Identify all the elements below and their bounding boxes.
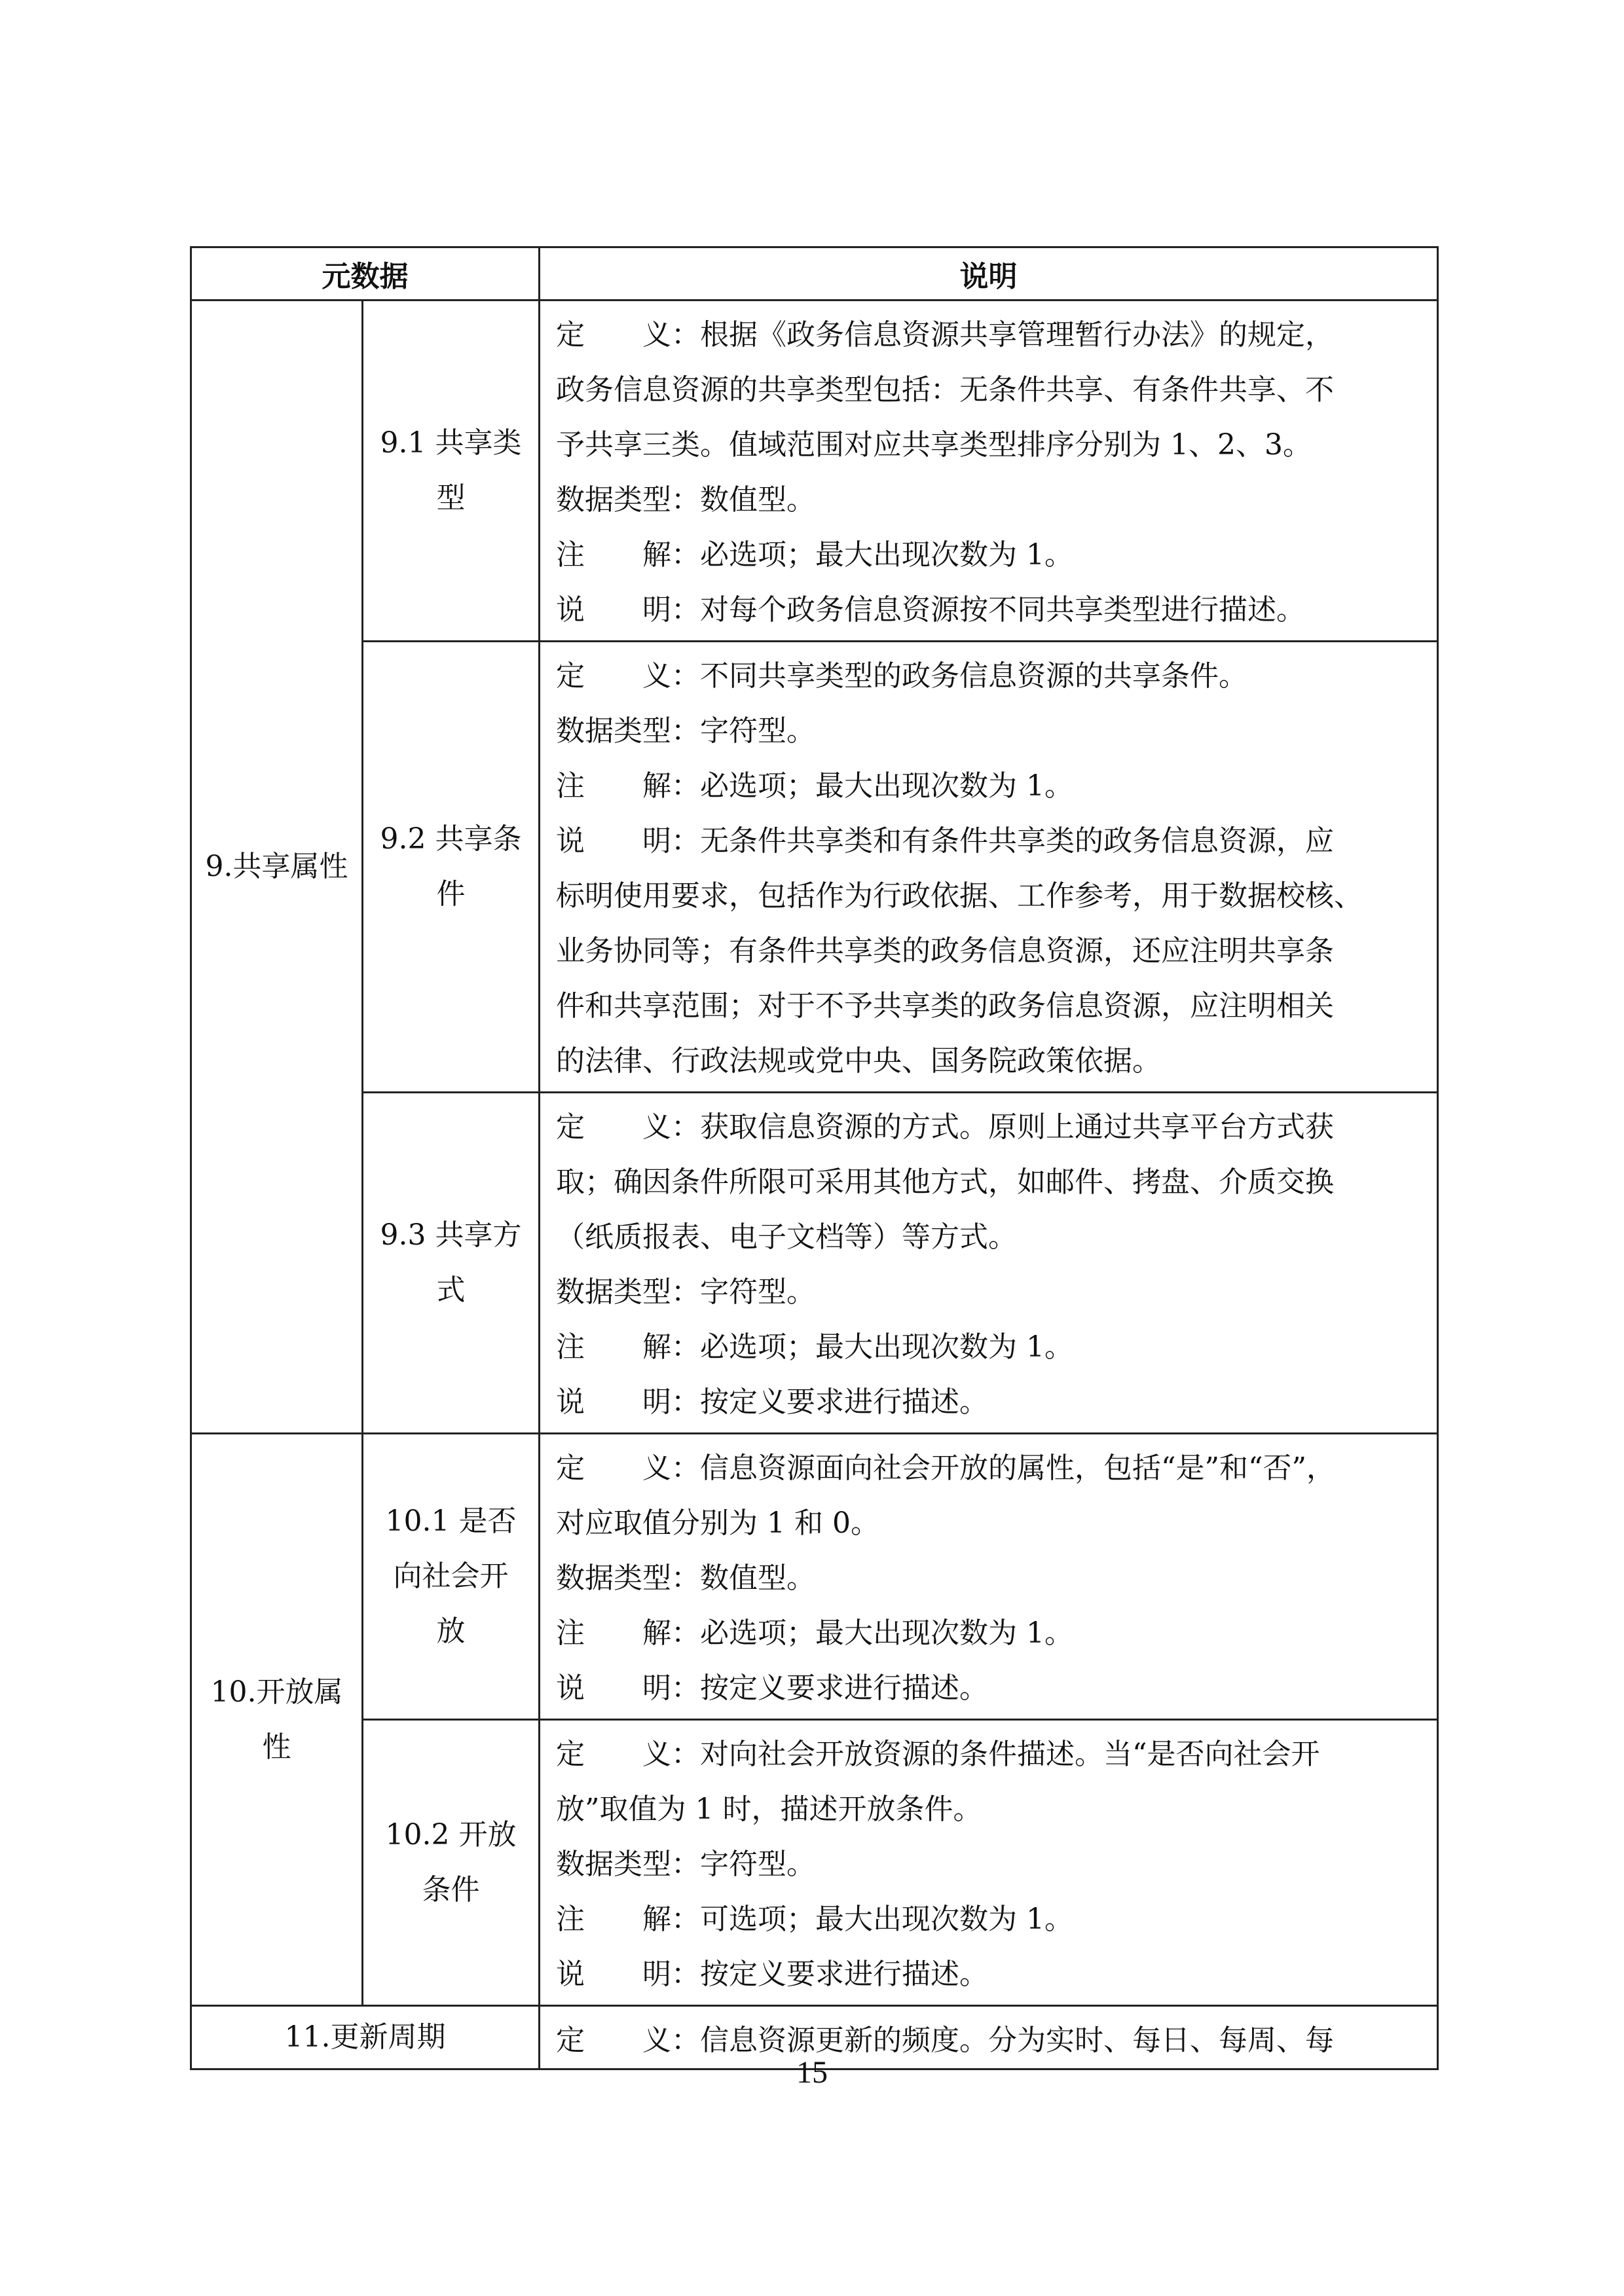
description-line: 注 解：必选项；最大出现次数为 1。 (556, 769, 1073, 803)
description-line: 注 解：必选项；最大出现次数为 1。 (556, 1616, 1073, 1650)
description-line: 定 义：获取信息资源的方式。原则上通过共享平台方式获 (556, 1110, 1334, 1144)
description-line: 定 义：不同共享类型的政务信息资源的共享条件。 (556, 659, 1247, 693)
description-line: 定 义：信息资源面向社会开放的属性，包括“是”和“否”， (556, 1451, 1335, 1485)
description-line: 对应取值分别为 1 和 0。 (556, 1506, 879, 1540)
description-line: 定 义：对向社会开放资源的条件描述。当“是否向社会开 (556, 1738, 1320, 1771)
description-line: 的法律、行政法规或党中央、国务院政策依据。 (556, 1044, 1161, 1078)
description-line: 政务信息资源的共享类型包括：无条件共享、有条件共享、不 (556, 373, 1334, 407)
description-line: 数据类型：字符型。 (556, 714, 815, 748)
item-label: 9.1 共享类型 (363, 301, 540, 642)
table-row (191, 1093, 1438, 1434)
header-description: 说明 (540, 247, 1438, 301)
table-row (191, 301, 1438, 642)
description-line: 定 义：信息资源更新的频度。分为实时、每日、每周、每 (556, 2024, 1334, 2057)
description-line: 数据类型：字符型。 (556, 1848, 815, 1881)
description-line: 数据类型：数值型。 (556, 483, 815, 517)
description-line: 数据类型：数值型。 (556, 1561, 815, 1595)
item-label: 10.1 是否向社会开放 (363, 1434, 540, 1720)
table-header-row (191, 247, 1438, 301)
description-line: 放”取值为 1 时，描述开放条件。 (556, 1793, 982, 1826)
group-label: 9.共享属性 (191, 301, 363, 1434)
description-cell (540, 1434, 1438, 1720)
table-row (191, 1434, 1438, 1720)
description-line: 说 明：无条件共享类和有条件共享类的政务信息资源，应 (556, 824, 1334, 858)
table-body (191, 301, 1438, 2069)
description-line: 定 义：根据《政务信息资源共享管理暂行办法》的规定， (556, 318, 1334, 352)
description-line: 予共享三类。值域范围对应共享类型排序分别为 1、2、3。 (556, 428, 1312, 462)
description-cell (540, 301, 1438, 642)
description-line: 业务协同等；有条件共享类的政务信息资源，还应注明共享条 (556, 934, 1334, 968)
description-line: 说 明：按定义要求进行描述。 (556, 1385, 988, 1419)
description-line: （纸质报表、电子文档等）等方式。 (556, 1220, 1017, 1254)
description-line: 说 明：对每个政务信息资源按不同共享类型进行描述。 (556, 593, 1305, 627)
item-label: 9.3 共享方式 (363, 1093, 540, 1434)
description-line: 件和共享范围；对于不予共享类的政务信息资源，应注明相关 (556, 989, 1334, 1023)
description-cell (540, 1093, 1438, 1434)
group-label: 10.开放属性 (191, 1434, 363, 2006)
item-label: 10.2 开放条件 (363, 1720, 540, 2006)
table-row (191, 1720, 1438, 2006)
description-line: 取；确因条件所限可采用其他方式，如邮件、拷盘、介质交换 (556, 1165, 1334, 1199)
description-line: 说 明：按定义要求进行描述。 (556, 1671, 988, 1705)
header-metadata: 元数据 (191, 247, 540, 301)
description-line: 注 解：必选项；最大出现次数为 1。 (556, 1330, 1073, 1364)
group-label: 11.更新周期 (191, 2006, 540, 2069)
table-row (191, 642, 1438, 1093)
description-cell (540, 642, 1438, 1093)
metadata-table (190, 246, 1439, 2070)
item-label: 9.2 共享条件 (363, 642, 540, 1093)
page-number: 15 (796, 2055, 828, 2090)
description-line: 注 解：可选项；最大出现次数为 1。 (556, 1903, 1073, 1936)
description-line: 注 解：必选项；最大出现次数为 1。 (556, 538, 1073, 572)
description-line: 说 明：按定义要求进行描述。 (556, 1958, 988, 1991)
description-line: 数据类型：字符型。 (556, 1275, 815, 1309)
description-cell (540, 1720, 1438, 2006)
description-line: 标明使用要求，包括作为行政依据、工作参考，用于数据校核、 (556, 879, 1363, 913)
